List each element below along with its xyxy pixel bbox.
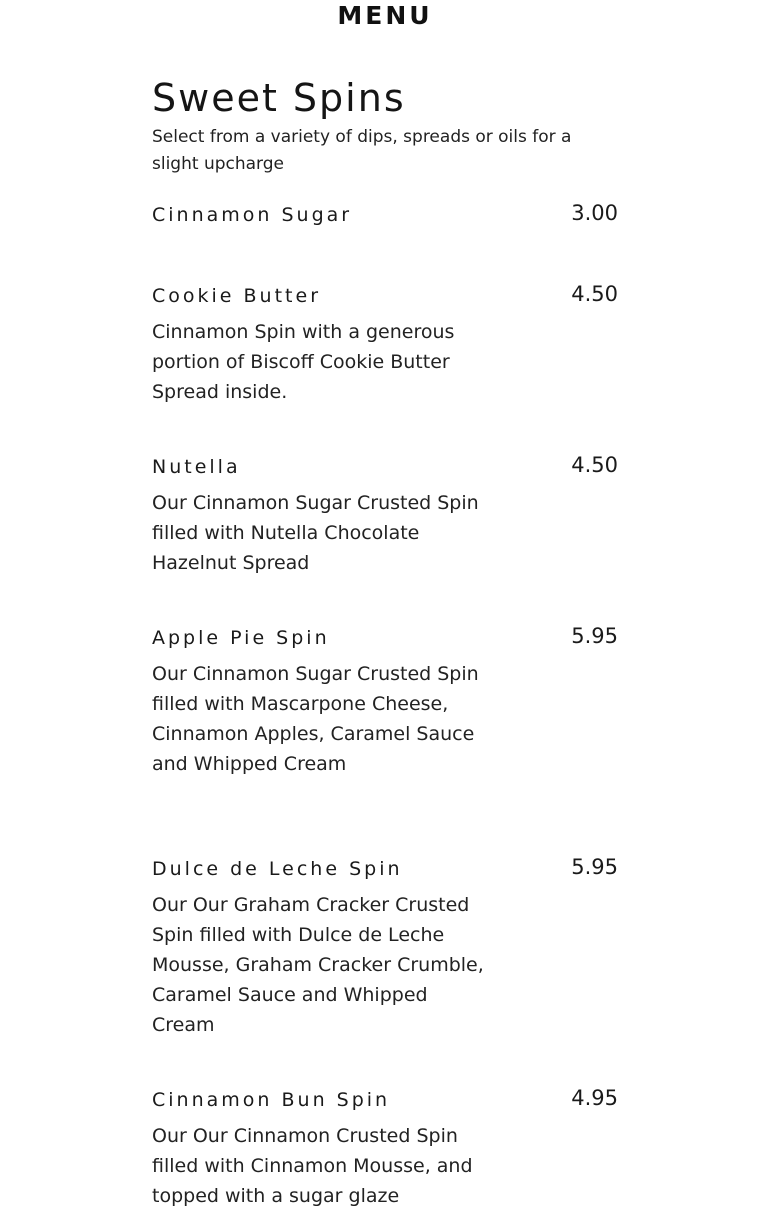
- section-subtitle: Select from a variety of dips, spreads or oils for a slight upcharge: [152, 127, 572, 174]
- menu-item-description: Our Our Graham Cracker Crusted Spin filled with Dulce de Leche Mousse, Graham Cracker Crumble, Caramel Sauce and Whipped Cream: [152, 894, 484, 1036]
- menu-item-price: 3.00: [571, 201, 618, 225]
- menu-item-description: Cinnamon Spin with a generous portion of Biscoff Cookie Butter Spread inside.: [152, 321, 455, 403]
- section-title: Sweet Spins: [152, 76, 406, 120]
- menu-item-price: 5.95: [571, 855, 618, 879]
- menu-item-price: 5.95: [571, 624, 618, 648]
- menu-item-price: 4.50: [571, 282, 618, 306]
- menu-item-name: Cinnamon Sugar: [152, 204, 353, 226]
- menu-item-name: Dulce de Leche Spin: [152, 858, 403, 880]
- menu-item-description: Our Cinnamon Sugar Crusted Spin filled with Mascarpone Cheese, Cinnamon Apples, Caramel Sauce and Whipped Cream: [152, 663, 479, 775]
- menu-item-name: Nutella: [152, 456, 241, 478]
- menu-item-price: 4.95: [571, 1086, 618, 1110]
- menu-item-name: Cookie Butter: [152, 285, 322, 307]
- menu-item-description: Our Cinnamon Sugar Crusted Spin filled with Nutella Chocolate Hazelnut Spread: [152, 492, 479, 574]
- menu-item-name: Apple Pie Spin: [152, 627, 330, 649]
- menu-item-description: Our Our Cinnamon Crusted Spin filled with Cinnamon Mousse, and topped with a sugar glaze: [152, 1125, 473, 1207]
- menu-item-price: 4.50: [571, 453, 618, 477]
- menu-item-name: Cinnamon Bun Spin: [152, 1089, 391, 1111]
- menu-heading: MENU: [337, 1, 433, 30]
